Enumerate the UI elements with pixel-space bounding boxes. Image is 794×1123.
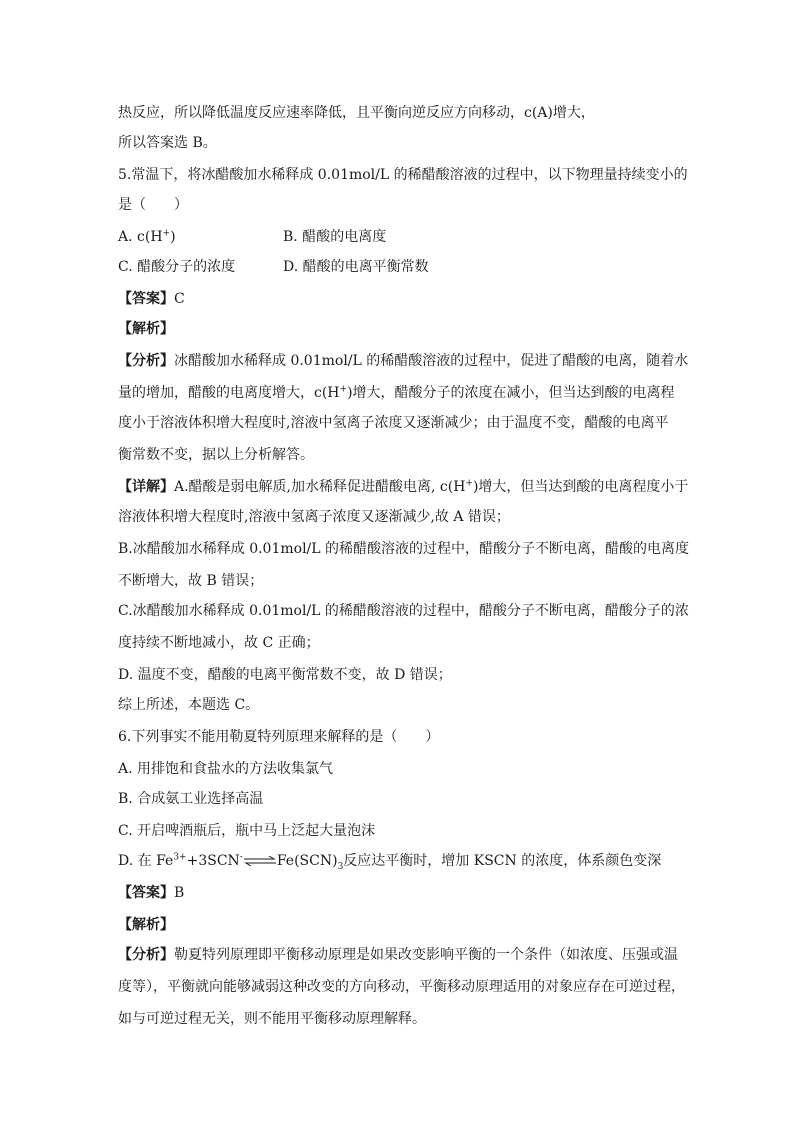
text: 综上所述，本题选 C。 bbox=[118, 697, 260, 713]
text: 度持续不断地减小，故 C 正确； bbox=[118, 635, 320, 651]
text: D. 在 Fe bbox=[118, 853, 174, 869]
text: 度等），平衡就向能够减弱这种改变的方向移动，平衡移动原理适用的对象应存在可逆过程， bbox=[118, 979, 685, 995]
answer-6 bbox=[118, 883, 678, 905]
section-label: 【详解】 bbox=[118, 479, 174, 495]
detail-5-line bbox=[118, 695, 678, 717]
text: 是（ ） bbox=[118, 197, 188, 213]
text-line bbox=[118, 133, 678, 155]
text: 反应达平衡时，增加 KSCN 的浓度，体系颜色变深 bbox=[343, 853, 662, 869]
option-a bbox=[118, 759, 678, 781]
option-d: D. 醋酸的电离平衡常数 bbox=[283, 259, 429, 275]
answer-value: B bbox=[174, 885, 185, 901]
detail-5-line bbox=[118, 507, 678, 529]
question-6-stem bbox=[118, 727, 678, 749]
text: A. c(H bbox=[118, 229, 163, 245]
text: +3SCN bbox=[186, 853, 240, 869]
superscript: + bbox=[465, 478, 473, 489]
question-5-stem-cont bbox=[118, 195, 678, 217]
analysis-6-heading bbox=[118, 915, 678, 937]
superscript: + bbox=[162, 228, 171, 239]
analysis-5-line bbox=[118, 351, 689, 373]
question-5-stem bbox=[118, 165, 688, 187]
text: )增大，但当达到酸的电离程度小于 bbox=[472, 479, 689, 495]
text: B. 合成氨工业选择高温 bbox=[118, 791, 264, 807]
analysis-6-line bbox=[118, 977, 685, 999]
answer-label: 【答案】 bbox=[118, 291, 174, 307]
text: ) bbox=[170, 229, 176, 245]
option-d bbox=[118, 851, 678, 873]
text: 如与可逆过程无关，则不能用平衡移动原理解释。 bbox=[118, 1011, 426, 1027]
analysis-5-heading bbox=[118, 319, 678, 341]
equilibrium-arrow-icon bbox=[243, 856, 277, 866]
answer-value: C bbox=[174, 291, 185, 307]
analysis-label: 【解析】 bbox=[118, 321, 174, 337]
analysis-5-line bbox=[118, 413, 678, 435]
analysis-6-line bbox=[118, 1009, 678, 1031]
text: 冰醋酸加水稀释成 0.01mol/L 的稀醋酸溶液的过程中，促进了醋酸的电离，随着水 bbox=[174, 353, 689, 369]
analysis-5-line bbox=[118, 383, 678, 405]
detail-5-line bbox=[118, 477, 689, 499]
analysis-label: 【解析】 bbox=[118, 917, 174, 933]
text: 不断增大，故 B 错误； bbox=[118, 573, 264, 589]
detail-5-line bbox=[118, 571, 678, 593]
analysis-5-line bbox=[118, 445, 678, 467]
text: 6.下列事实不能用勒夏特列原理来解释的是（ ） bbox=[118, 729, 440, 745]
text: B.冰醋酸加水稀释成 0.01mol/L 的稀醋酸溶液的过程中，醋酸分子不断电离，醋酸的电离度 bbox=[118, 541, 690, 557]
text: C.冰醋酸加水稀释成 0.01mol/L 的稀醋酸溶液的过程中，醋酸分子不断电离，醋酸分子的浓 bbox=[118, 603, 689, 619]
text: Fe(SCN) bbox=[276, 853, 338, 869]
text: 量的增加，醋酸的电离度增大，c(H bbox=[118, 385, 340, 401]
answer-label: 【答案】 bbox=[118, 885, 174, 901]
question-5-options-cd bbox=[118, 257, 678, 279]
analysis-6-line bbox=[118, 945, 678, 967]
superscript: + bbox=[339, 384, 348, 395]
answer-5 bbox=[118, 289, 678, 311]
option-c bbox=[118, 821, 678, 843]
superscript: 3+ bbox=[173, 852, 187, 863]
option-b: B. 醋酸的电离度 bbox=[283, 229, 387, 245]
detail-5-line bbox=[118, 539, 690, 561]
option-b bbox=[118, 789, 678, 811]
text: 溶液体积增大程度时,溶液中氢离子浓度又逐渐减少,故 A 错误； bbox=[118, 509, 510, 525]
text: 所以答案选 B。 bbox=[118, 135, 217, 151]
text: )增大，醋酸分子的浓度在减小，但当达到酸的电离程 bbox=[347, 385, 675, 401]
detail-5-line bbox=[118, 633, 678, 655]
text: 勒夏特列原理即平衡移动原理是如果改变影响平衡的一个条件（如浓度、压强或温 bbox=[174, 947, 678, 963]
detail-5-line bbox=[118, 665, 678, 687]
option-a bbox=[118, 227, 176, 247]
subscript: 3 bbox=[337, 861, 344, 872]
text: 热反应，所以降低温度反应速率降低，且平衡向逆反应方向移动，c(A)增大， bbox=[118, 105, 595, 121]
text: 衡常数不变，据以上分析解答。 bbox=[118, 447, 314, 463]
section-label: 【分析】 bbox=[118, 353, 174, 369]
detail-5-line bbox=[118, 601, 689, 623]
text: 5.常温下，将冰醋酸加水稀释成 0.01mol/L 的稀醋酸溶液的过程中，以下物理量持续变小的 bbox=[118, 167, 688, 183]
option-c: C. 醋酸分子的浓度 bbox=[118, 259, 236, 275]
superscript: - bbox=[239, 852, 243, 863]
text: 度小于溶液体积增大程度时,溶液中氢离子浓度又逐渐减少；由于温度不变，醋酸的电离平 bbox=[118, 415, 669, 431]
text: A. 用排饱和食盐水的方法收集氯气 bbox=[118, 761, 334, 777]
section-label: 【分析】 bbox=[118, 947, 174, 963]
text: C. 开启啤酒瓶后，瓶中马上泛起大量泡沫 bbox=[118, 823, 376, 839]
text: A.醋酸是弱电解质,加水稀释促进醋酸电离, c(H bbox=[174, 479, 466, 495]
text: D. 温度不变，醋酸的电离平衡常数不变，故 D 错误； bbox=[118, 667, 452, 683]
text-line bbox=[118, 103, 678, 125]
question-5-options-ab bbox=[118, 227, 678, 249]
